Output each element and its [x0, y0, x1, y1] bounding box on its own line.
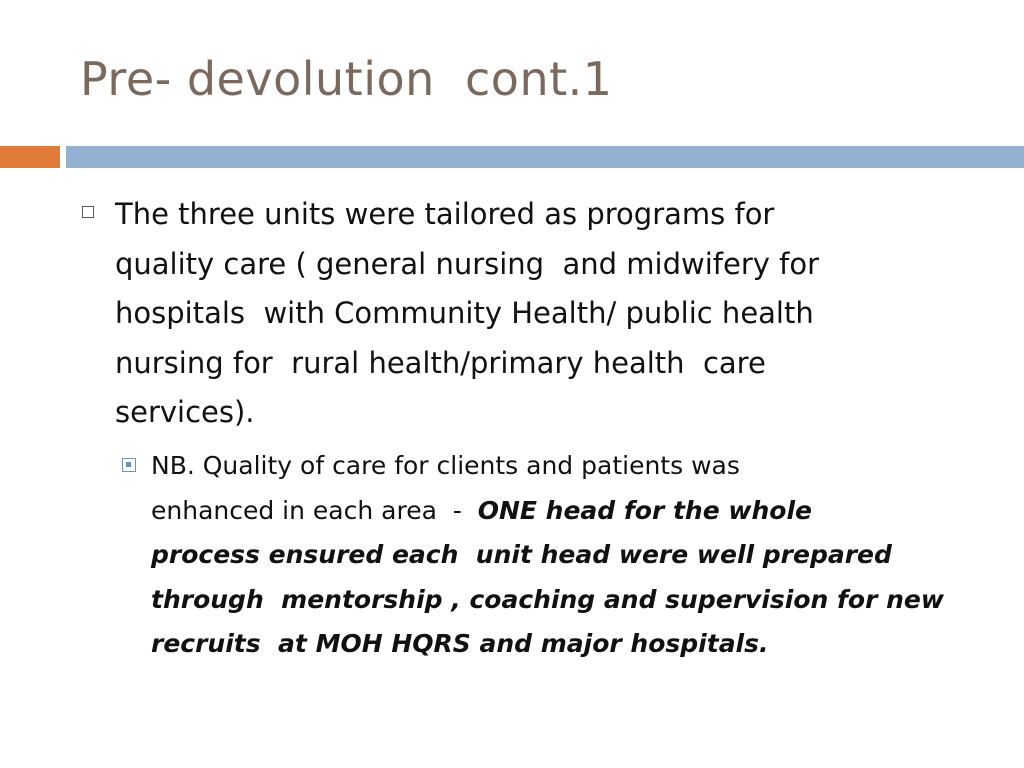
bullet-line: nursing for rural health/primary health care: [115, 345, 766, 380]
sub-bullet-emphasis: recruits at MOH HQRS and major hospitals.: [151, 629, 769, 659]
sub-bullet-emphasis: process ensured each unit head were well prepared: [151, 540, 892, 570]
bullet-line: hospitals with Community Health/ public health: [115, 296, 814, 330]
sub-bullet-paragraph: [151, 444, 1001, 667]
sub-bullet-line: NB. Quality of care for clients and patients was: [151, 451, 740, 480]
sub-bullet-emphasis: ONE head for the whole: [477, 495, 812, 525]
bullet-paragraph-main: [115, 190, 975, 438]
title-underline-orange: [0, 146, 60, 168]
bullet-line: The three units were tailored as programs for: [115, 197, 775, 231]
title-underline-blue: [66, 146, 1024, 168]
sub-bullet-line: enhanced in each area -: [151, 495, 478, 525]
bullet-line: quality care ( general nursing and midwifery for: [115, 246, 820, 281]
slide-title: Pre- devolution cont.1: [80, 52, 613, 106]
bullet-square-icon: [82, 206, 94, 218]
sub-bullet-square-icon: [122, 458, 136, 472]
sub-bullet-emphasis: through mentorship , coaching and supervision for new: [151, 584, 944, 614]
bullet-line: services).: [115, 395, 255, 429]
